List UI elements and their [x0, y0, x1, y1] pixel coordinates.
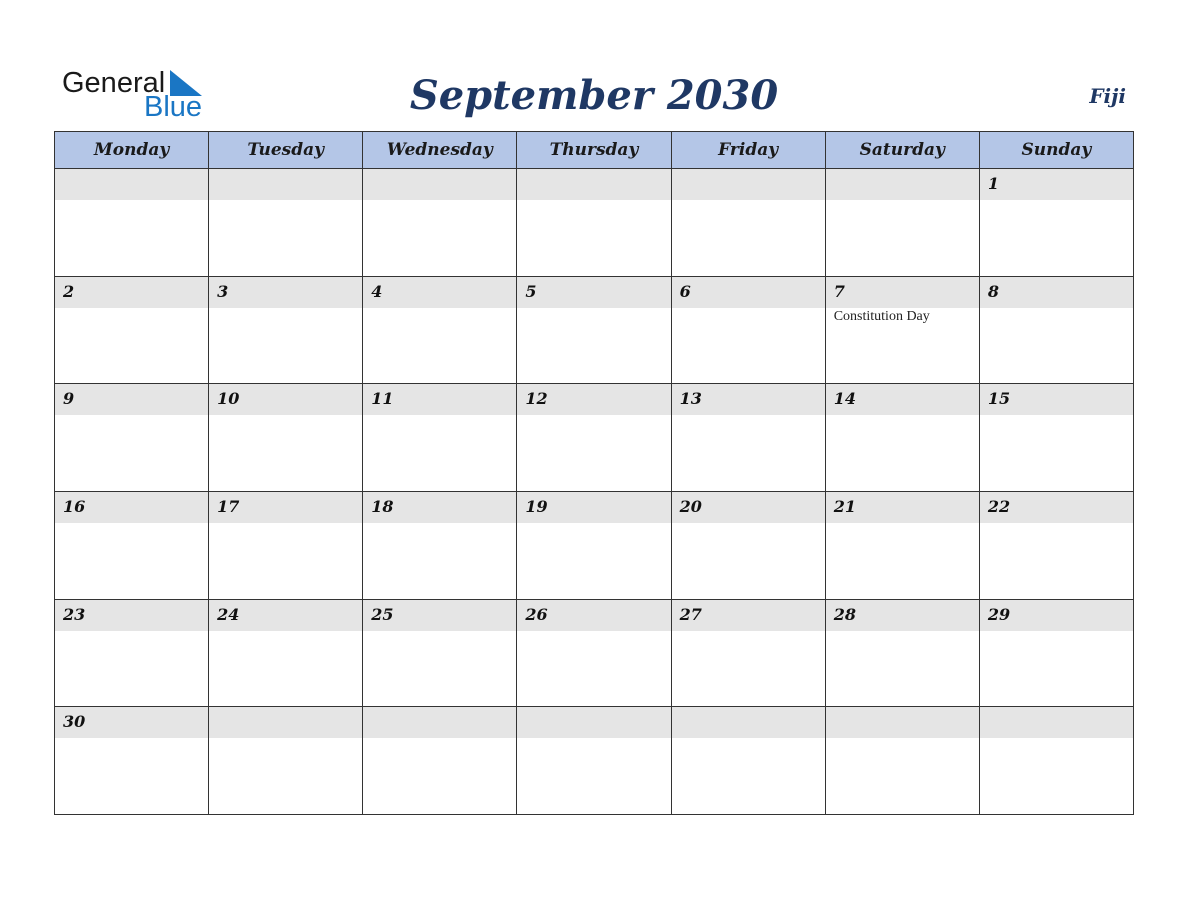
day-cell-header: [209, 600, 362, 631]
day-cell-header: [672, 277, 825, 308]
day-cell: [55, 491, 209, 599]
week-row: [55, 276, 1134, 384]
day-cell: [209, 169, 363, 277]
day-cell-header: [55, 600, 208, 631]
day-cell: [363, 169, 517, 277]
day-cell-header: [672, 384, 825, 415]
weekday-header: Friday: [671, 132, 825, 169]
day-cell: [363, 707, 517, 815]
day-cell-header: [826, 492, 979, 523]
day-cell-header: [517, 169, 670, 200]
day-cell-header: [672, 600, 825, 631]
day-cell: [671, 599, 825, 707]
logo-word-blue: Blue: [144, 91, 203, 123]
day-cell: [55, 707, 209, 815]
day-number: 29: [987, 604, 1011, 624]
day-number: 28: [833, 604, 856, 624]
day-cell: [671, 276, 825, 384]
weekday-header: Tuesday: [209, 132, 363, 169]
day-cell-header: [826, 707, 979, 738]
day-number: 5: [525, 281, 537, 301]
calendar-grid: [54, 131, 1134, 815]
day-cell-header: [209, 707, 362, 738]
day-cell: [825, 491, 979, 599]
day-cell-header: [517, 600, 670, 631]
weekday-header: Thursday: [517, 132, 671, 169]
day-cell: [55, 384, 209, 492]
day-cell: [671, 384, 825, 492]
day-cell: [671, 707, 825, 815]
week-row: [55, 169, 1134, 277]
day-cell: [979, 491, 1133, 599]
day-cell-header: [363, 384, 516, 415]
day-cell: [979, 169, 1133, 277]
day-cell-header: [55, 707, 208, 738]
day-cell-header: [980, 492, 1133, 523]
day-number: 2: [63, 281, 75, 301]
day-cell-header: [826, 600, 979, 631]
day-cell: [517, 599, 671, 707]
day-cell: [825, 384, 979, 492]
day-number: 9: [63, 389, 75, 409]
day-cell: [55, 276, 209, 384]
day-cell-header: [980, 277, 1133, 308]
day-cell: [979, 707, 1133, 815]
day-number: 4: [371, 281, 383, 301]
day-cell-header: [209, 277, 362, 308]
day-number: 10: [217, 389, 240, 409]
logo-word-general: General: [62, 67, 166, 99]
day-cell: [517, 491, 671, 599]
day-cell-header: [363, 600, 516, 631]
weekday-header: Wednesday: [363, 132, 517, 169]
day-cell: [825, 169, 979, 277]
day-cell-header: [980, 384, 1133, 415]
day-cell-header: [55, 492, 208, 523]
day-cell: [671, 491, 825, 599]
day-number: 16: [63, 496, 86, 516]
day-number: 25: [371, 604, 394, 624]
country-label: Fiji: [1089, 84, 1126, 108]
day-cell: [825, 276, 979, 384]
day-number: 12: [525, 389, 548, 409]
day-number: 18: [371, 496, 394, 516]
day-number: 22: [987, 496, 1011, 516]
day-cell: [363, 599, 517, 707]
day-cell-header: [363, 707, 516, 738]
holiday-label: Constitution Day: [833, 308, 930, 324]
day-cell-header: [672, 169, 825, 200]
day-cell-header: [517, 384, 670, 415]
day-cell: [517, 169, 671, 277]
day-cell: [363, 276, 517, 384]
day-cell: [517, 707, 671, 815]
day-number: 3: [217, 281, 229, 301]
day-cell: [363, 384, 517, 492]
day-cell: [55, 169, 209, 277]
day-cell-header: [363, 492, 516, 523]
day-cell: [363, 491, 517, 599]
day-number: 6: [679, 281, 691, 301]
day-number: 14: [833, 389, 856, 409]
day-cell-header: [517, 277, 670, 308]
day-cell-header: [517, 707, 670, 738]
day-number: 13: [679, 389, 702, 409]
day-cell-header: [517, 492, 670, 523]
day-cell-header: [980, 169, 1133, 200]
day-cell-header: [672, 707, 825, 738]
day-cell: [209, 276, 363, 384]
weekday-header: Sunday: [979, 132, 1133, 169]
day-cell: [979, 599, 1133, 707]
day-cell-header: [980, 600, 1133, 631]
day-cell-header: [826, 277, 979, 308]
day-cell-header: [209, 384, 362, 415]
day-cell-header: [826, 384, 979, 415]
day-cell-header: [672, 492, 825, 523]
day-cell-header: [980, 707, 1133, 738]
day-cell-header: [363, 169, 516, 200]
week-row: [55, 384, 1134, 492]
day-cell: [517, 384, 671, 492]
day-number: 24: [217, 604, 240, 624]
day-cell: [209, 707, 363, 815]
day-number: 17: [217, 496, 240, 516]
day-cell: [209, 599, 363, 707]
calendar-title: September 2030: [409, 72, 779, 119]
weekday-header-row: [55, 132, 1134, 169]
day-number: 1: [987, 174, 999, 193]
day-cell-header: [363, 277, 516, 308]
day-cell: [55, 599, 209, 707]
day-number: 19: [525, 496, 548, 516]
day-cell-header: [209, 492, 362, 523]
day-cell: [979, 384, 1133, 492]
day-cell: [209, 384, 363, 492]
day-cell: [825, 707, 979, 815]
day-cell-header: [209, 169, 362, 200]
week-row: [55, 599, 1134, 707]
day-number: 26: [525, 604, 548, 624]
day-cell: [671, 169, 825, 277]
day-number: 21: [833, 496, 856, 516]
week-row: [55, 707, 1134, 815]
day-number: 15: [987, 389, 1011, 409]
day-cell-header: [55, 384, 208, 415]
day-cell-header: [55, 169, 208, 200]
day-cell-header: [55, 277, 208, 308]
day-number: 27: [679, 604, 702, 624]
day-number: 11: [371, 389, 394, 409]
week-row: [55, 491, 1134, 599]
day-cell: [209, 491, 363, 599]
day-number: 8: [987, 281, 999, 301]
weekday-header: Monday: [55, 132, 209, 169]
day-cell: [825, 599, 979, 707]
day-number: 7: [833, 281, 845, 301]
day-number: 20: [679, 496, 702, 516]
day-number: 23: [63, 604, 86, 624]
weekday-header: Saturday: [825, 132, 979, 169]
day-cell-header: [826, 169, 979, 200]
day-cell: [979, 276, 1133, 384]
day-cell: [517, 276, 671, 384]
day-number: 30: [63, 712, 86, 732]
